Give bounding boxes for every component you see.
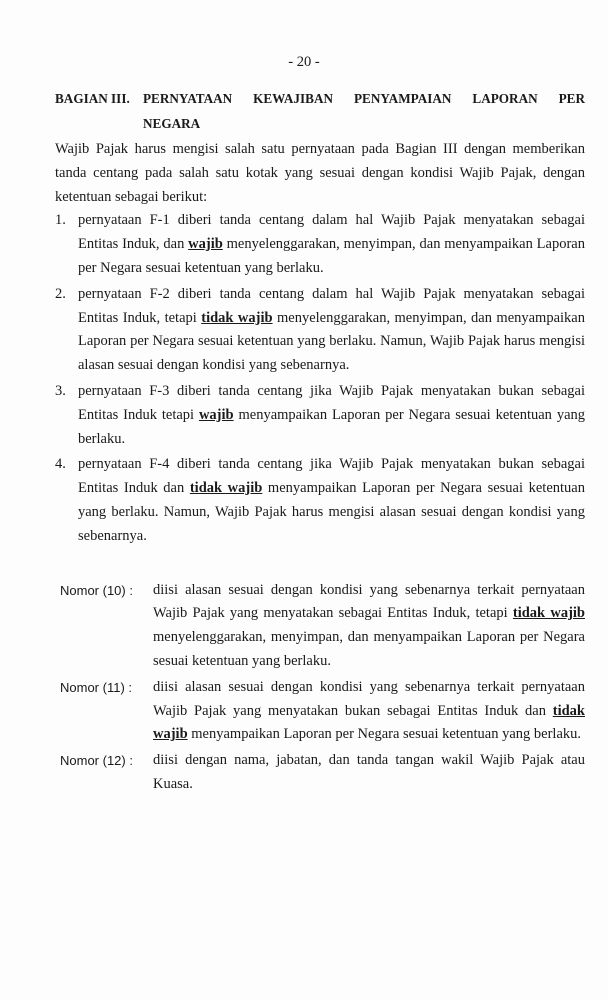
field-notes bbox=[60, 579, 585, 797]
item-text: pernyataan F-1 diberi tanda centang dalam hal Wajib Pajak menyatakan sebagai Entitas Induk, dan bbox=[78, 212, 585, 253]
field-note bbox=[60, 579, 585, 674]
section-heading bbox=[55, 86, 585, 136]
item-number: 3. bbox=[55, 382, 66, 399]
emphasis: tidak wajib bbox=[512, 605, 585, 622]
emphasis: wajib bbox=[188, 236, 223, 253]
item-number: 4. bbox=[55, 456, 66, 473]
section-label: BAGIAN III. bbox=[55, 91, 130, 106]
section-title: PERNYATAAN KEWAJIBAN PENYAMPAIAN LAPORAN PER NEGARA bbox=[143, 91, 585, 131]
list-item bbox=[55, 209, 585, 280]
note-body bbox=[153, 749, 585, 797]
item-text: pernyataan F-3 diberi tanda centang jika Wajib Pajak menyatakan bukan sebagai Entitas Induk tetapi bbox=[78, 382, 585, 423]
item-number: 1. bbox=[55, 212, 66, 229]
emphasis: wajib bbox=[198, 406, 234, 423]
item-body bbox=[78, 453, 585, 548]
item-body bbox=[78, 209, 585, 280]
note-text: menyampaikan Laporan per Negara sesuai ketentuan yang berlaku. bbox=[187, 726, 582, 743]
note-body bbox=[153, 676, 585, 747]
field-label: Nomor (12) : bbox=[60, 753, 133, 769]
item-text: pernyataan F-2 diberi tanda centang dalam hal Wajib Pajak menyatakan sebagai Entitas Induk, tetapi bbox=[78, 285, 585, 326]
note-text: diisi alasan sesuai dengan kondisi yang sebenarnya terkait pernyataan Wajib Pajak yang menyatakan bukan sebagai Entitas Induk dan bbox=[153, 678, 585, 719]
list-item bbox=[55, 283, 585, 378]
note-text: diisi alasan sesuai dengan kondisi yang sebenarnya terkait pernyataan Wajib Pajak yang menyatakan sebagai Entitas Induk, tetapi bbox=[153, 581, 585, 622]
item-text: menyelenggarakan, menyimpan, dan menyampaikan Laporan per Negara sesuai ketentuan yang berlaku. bbox=[78, 236, 585, 276]
item-text: menyelenggarakan, menyimpan, dan menyampaikan Laporan per Negara sesuai ketentuan yang berlaku. Namun, Wajib Pajak harus mengisi alasan sesuai dengan kondisi yang sebenarnya. bbox=[78, 309, 585, 374]
note-text: menyelenggarakan, menyimpan, dan menyampaikan Laporan per Negara sesuai ketentuan yang berlaku. bbox=[153, 629, 585, 669]
item-number: 2. bbox=[55, 285, 66, 302]
intro-paragraph: Wajib Pajak harus mengisi salah satu pernyataan pada Bagian III dengan memberikan tanda centang pada salah satu kotak yang sesuai dengan kondisi Wajib Pajak, dengan ketentuan sebagai berikut: bbox=[55, 141, 585, 205]
item-text: menyampaikan Laporan per Negara sesuai ketentuan yang berlaku. Namun, Wajib Pajak harus mengisi alasan sesuai dengan kondisi yang sebenarnya. bbox=[78, 480, 585, 544]
note-text: diisi dengan nama, jabatan, dan tanda tangan wakil Wajib Pajak atau Kuasa. bbox=[153, 752, 585, 792]
field-label: Nomor (11) : bbox=[60, 679, 132, 695]
list-item bbox=[55, 380, 585, 451]
item-body bbox=[78, 380, 585, 451]
field-note bbox=[60, 676, 585, 747]
statement-list bbox=[55, 209, 585, 548]
list-item bbox=[55, 453, 585, 548]
page-number: - 20 - bbox=[288, 54, 320, 70]
item-text: menyampaikan Laporan per Negara sesuai ketentuan yang berlaku. bbox=[78, 406, 586, 447]
emphasis: tidak wajib bbox=[201, 309, 273, 326]
field-note bbox=[60, 749, 585, 797]
field-label: Nomor (10) : bbox=[60, 582, 133, 598]
note-body bbox=[153, 579, 585, 674]
item-body bbox=[78, 283, 585, 378]
emphasis: tidak wajib bbox=[153, 702, 585, 743]
emphasis: tidak wajib bbox=[189, 480, 263, 497]
item-text: pernyataan F-4 diberi tanda centang jika Wajib Pajak menyatakan bukan sebagai Entitas Induk dan bbox=[78, 456, 585, 497]
